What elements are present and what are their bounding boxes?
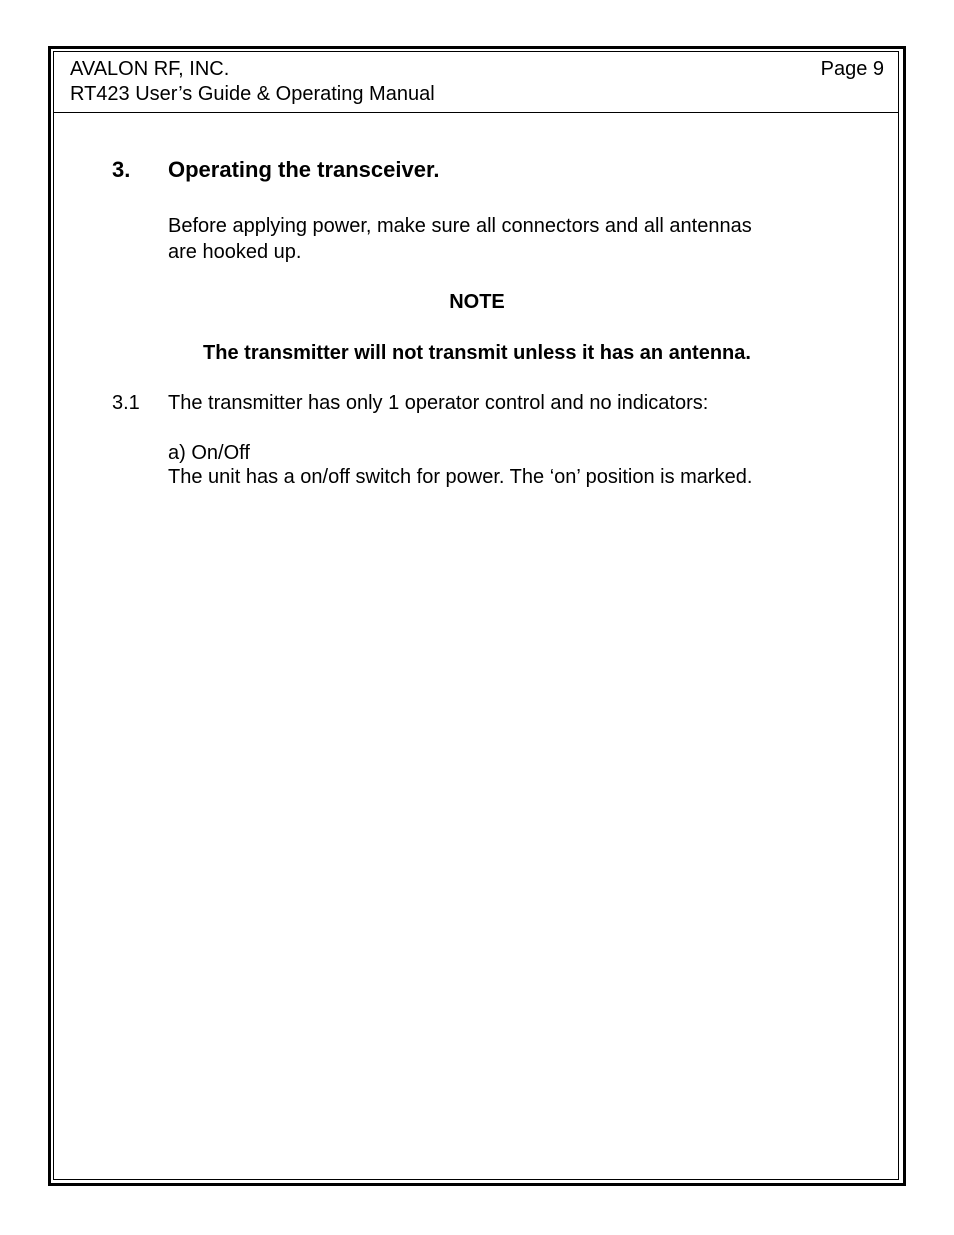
control-item-label: a) On/Off xyxy=(168,442,250,464)
header-page-number: Page 9 xyxy=(820,58,884,80)
note-label: NOTE xyxy=(449,291,505,313)
subsection-text: The transmitter has only 1 operator control and no indicators: xyxy=(168,392,709,414)
header-document-title: RT423 User’s Guide & Operating Manual xyxy=(70,83,435,105)
note-text: The transmitter will not transmit unless it has an antenna. xyxy=(203,342,751,364)
header-company: AVALON RF, INC. xyxy=(70,58,230,80)
control-item-description: The unit has a on/off switch for power. The ‘on’ position is marked. xyxy=(168,466,753,488)
section-title: Operating the transceiver. xyxy=(168,157,440,182)
subsection-number: 3.1 xyxy=(112,392,140,414)
section-number: 3. xyxy=(112,157,131,182)
intro-paragraph-line-2: are hooked up. xyxy=(168,241,302,263)
intro-paragraph-line-1: Before applying power, make sure all connectors and all antennas xyxy=(168,215,752,237)
header-divider xyxy=(54,112,899,113)
